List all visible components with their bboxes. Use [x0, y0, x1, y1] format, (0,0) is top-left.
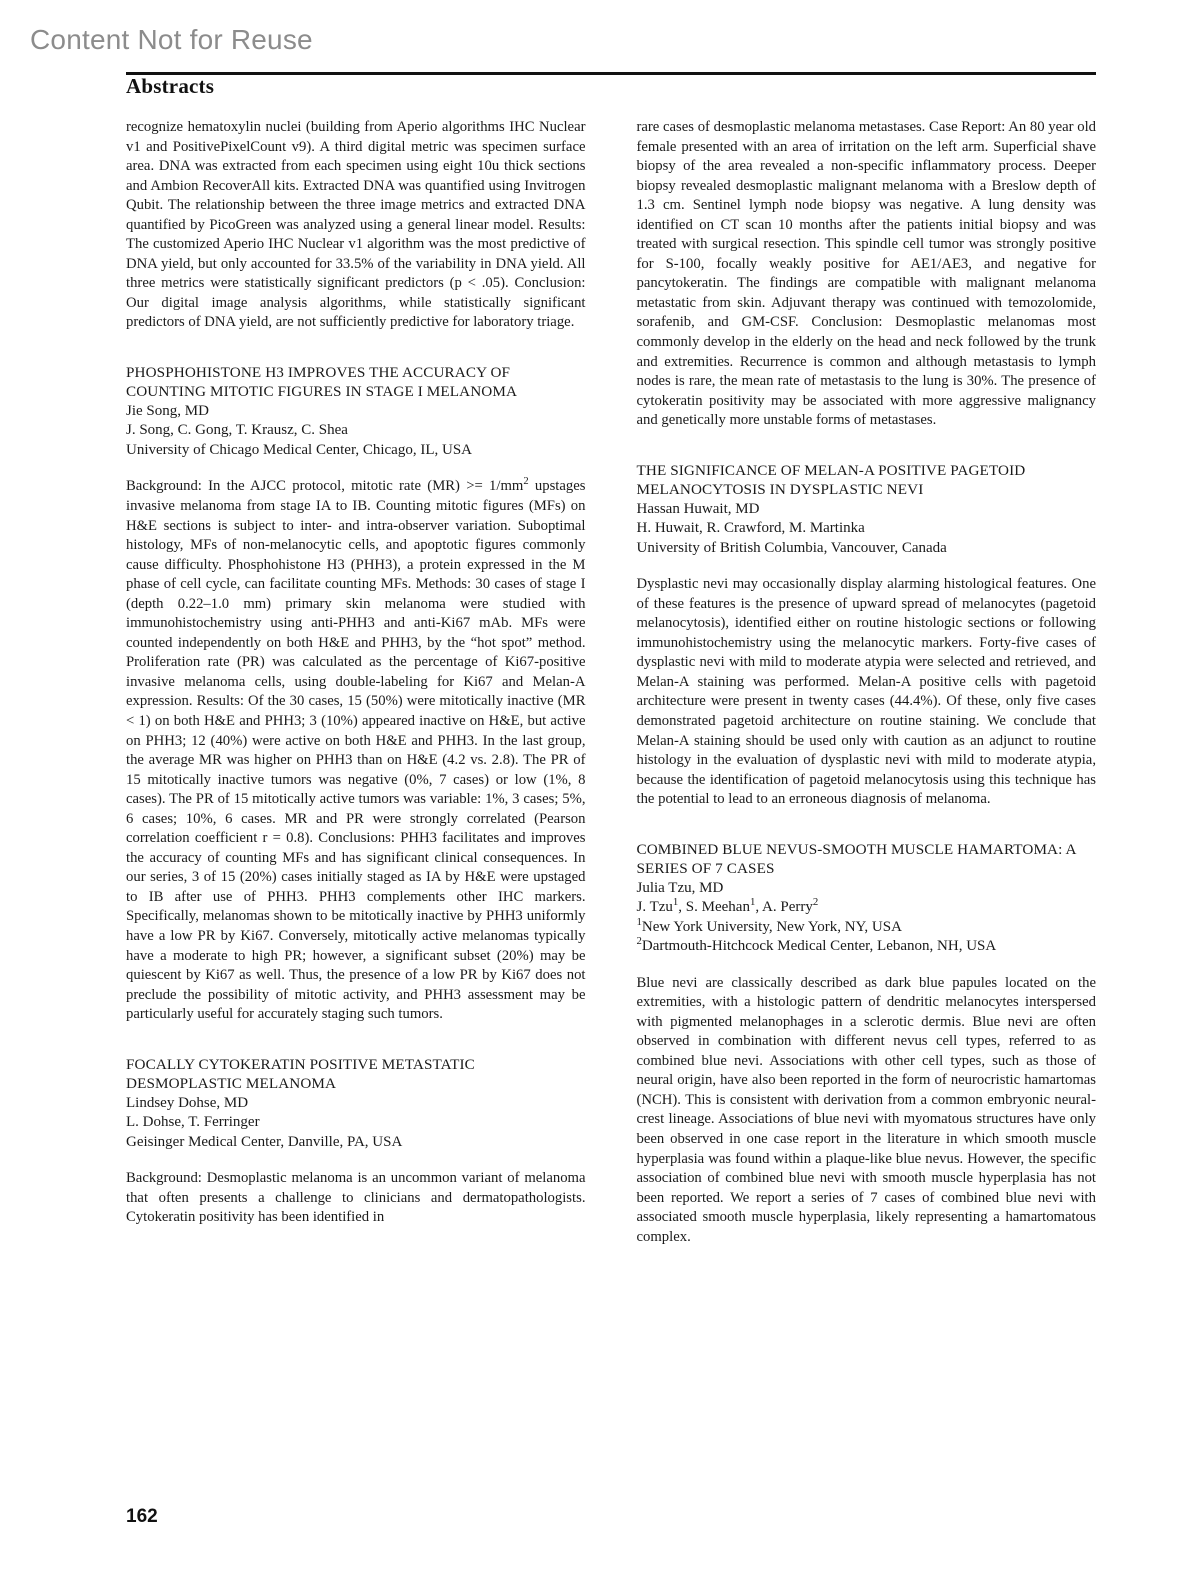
- affiliation-superscript-1: 1: [636, 915, 642, 928]
- abstract-presenter: Julia Tzu, MD: [636, 879, 724, 896]
- abstract-body: Dysplastic nevi may occasionally display alarming histological features. One of these features is the presence of upward spread of melanocytes (pagetoid melanocytosis), identified either on routine histologic sections or following immunohistochemistry using the melanocytic markers. Forty-five cases of dysplastic nevi with mild to moderate atypia were selected and retrieved, and Melan-A staining was performed. Melan-A positive cells with pagetoid architecture were present in twenty cases (44.4%). Of these, only five cases demonstrated pagetoid architecture on routine staining. We conclude that Melan-A staining should be used only with caution as an adjunct to routine histology in the evaluation of dysplastic nevi with mild to moderate atypia, because the identification of pagetoid melanocytosis using this technique has the potential to lead to an erroneous diagnosis of melanoma.: [636, 576, 1096, 808]
- abstract-body: Background: Desmoplastic melanoma is an uncommon variant of melanoma that often presents a challenge to clinicians and dermatopathologists. Cytokeratin positivity has been identified in: [126, 1170, 586, 1226]
- abstract-authors: [637, 898, 1097, 918]
- watermark-text: Content Not for Reuse: [30, 24, 313, 55]
- page-number: 162: [126, 1506, 158, 1527]
- left-column: [126, 118, 586, 1488]
- two-column-body: [126, 118, 1096, 1488]
- header-divider: [126, 72, 1096, 75]
- abstract-authors: H. Huwait, R. Crawford, M. Martinka: [636, 520, 865, 537]
- abstract-affiliation: [636, 915, 1097, 938]
- abstract-title: COMBINED BLUE NEVUS-SMOOTH MUSCLE HAMARTOMA: A SERIES OF 7 CASES: [636, 840, 1076, 878]
- authors-part-3: , A. Perry: [755, 899, 813, 916]
- abstract-entry: [637, 461, 1097, 810]
- abstract-entry: [126, 1055, 586, 1228]
- abstract-title: PHOSPHOHISTONE H3 IMPROVES THE ACCURACY OF COUNTING MITOTIC FIGURES IN STAGE I MELANOMA: [126, 364, 518, 401]
- abstract-title: FOCALLY CYTOKERATIN POSITIVE METASTATIC DESMOPLASTIC MELANOMA: [126, 1055, 475, 1093]
- affiliation-text-1: New York University, New York, NY, USA: [641, 918, 902, 935]
- section-heading: Abstracts: [126, 74, 215, 98]
- abstract-presenter: Hassan Huwait, MD: [636, 500, 760, 517]
- authors-part-2: , S. Meehan: [678, 899, 750, 916]
- abstract-body-superscript: 2: [523, 476, 529, 488]
- authors-part-1: J. Tzu: [636, 899, 673, 916]
- abstract-affiliation: University of Chicago Medical Center, Chicago, IL, USA: [126, 441, 472, 458]
- continued-paragraph: rare cases of desmoplastic melanoma metastases. Case Report: An 80 year old female presented with an area of irritation on the left arm. Superficial shave biopsy of the area revealed a non-specific inflammatory process. Deeper biopsy revealed desmoplastic malignant melanoma with a Breslow depth of 1.3 cm. Sentinel lymph node biopsy was negative. A lung density was identified on CT scan 10 months after the patients initial biopsy and was treated with surgical resection. This spindle cell tumor was strongly positive for S-100, focally weakly positive for AE1/AE3, and negative for pancytokeratin. The findings are compatible with malignant melanoma metastatic from skin. Adjuvant therapy was continued with temozolomide, sorafenib, and GM-CSF. Conclusion: Desmoplastic melanomas most commonly develop in the elderly on the head and neck followed by the trunk and extremities. Recurrence is common and although metastasis to lymph nodes is rare, the mean rate of metastasis to the lung is 30%. The presence of cytokeratin positivity may be associated with more aggressive malignancy and genetically more unstable forms of metastases.: [636, 119, 1096, 429]
- abstract-title: THE SIGNIFICANCE OF MELAN-A POSITIVE PAGETOID MELANOCYTOSIS IN DYSPLASTIC NEVI: [636, 461, 1026, 499]
- abstract-body: [126, 477, 586, 1024]
- abstract-authors: L. Dohse, T. Ferringer: [126, 1114, 260, 1131]
- affiliation-superscript-2: 2: [636, 935, 642, 948]
- abstract-body: Blue nevi are classically described as dark blue papules located on the extremities, with a histologic pattern of dendritic melanocytes interspersed with pigmented melanophages in a sclerotic dermis. Blue nevi are often observed in combination with different nevus cell types, referred to as combined blue nevi. Associations with other cell types, such as those of neural origin, have also been reported in the form of neurocristic hamartomas (NCH). This is consistent with derivation from a common embryonic neural-crest lineage. Associations of blue nevi with myomatous structures have only been observed in one case report in the literature in which smooth muscle hyperplasia was found within a plaque-like blue nevus. However, the specific association of combined blue nevi with smooth muscle hyperplasia has not been reported. We report a series of 7 cases of combined blue nevi with associated smooth muscle hyperplasia, likely representing a hamartomatous complex.: [636, 974, 1096, 1245]
- right-column: [637, 118, 1097, 1488]
- abstract-affiliation: University of British Columbia, Vancouver, Canada: [636, 539, 947, 556]
- abstract-body-pre: Background: In the AJCC protocol, mitotic rate (MR) >= 1/mm: [126, 478, 524, 495]
- abstract-presenter: Lindsey Dohse, MD: [126, 1094, 249, 1111]
- affiliation-text-2: Dartmouth-Hitchcock Medical Center, Lebanon, NH, USA: [641, 938, 997, 955]
- authors-superscript-2: 1: [749, 896, 756, 909]
- continued-paragraph: recognize hematoxylin nuclei (building from Aperio algorithms IHC Nuclear v1 and PositivePixelCount v9). A third digital metric was specimen surface area. DNA was extracted from each specimen using eight 10u thick sections and Ambion RecoverAll kits. Extracted DNA was quantified using Invitrogen Qubit. The relationship between the three image metrics and extracted DNA quantified by PicoGreen was analyzed using a general linear model. Results: The customized Aperio IHC Nuclear v1 algorithm was the most predictive of DNA yield, but only accounted for 33.5% of the variability in DNA yield. All three metrics were statistically significant predictors (p < .05). Conclusion: Our digital image analysis algorithms, while statistically significant predictors of DNA yield, are not sufficiently predictive for laboratory triage.: [126, 119, 586, 331]
- abstract-entry: [126, 363, 586, 1025]
- abstract-authors: J. Song, C. Gong, T. Krausz, C. Shea: [126, 422, 348, 439]
- authors-superscript-3: 2: [812, 896, 819, 909]
- abstract-presenter: Jie Song, MD: [126, 402, 209, 419]
- authors-superscript-1: 1: [672, 896, 679, 909]
- abstract-body-post: upstages invasive melanoma from stage IA to IB. Counting mitotic figures (MFs) on H&E sections is subject to inter- and intra-observer variation. Suboptimal histology, MFs of non-melanocytic cells, and apoptotic figures commonly cause difficulty. Phosphohistone H3 (PHH3), a protein expressed in the M phase of cell cycle, can facilitate counting MFs. Methods: 30 cases of stage I (depth 0.22–1.0 mm) primary skin melanoma were studied with immunohistochemistry using anti-PHH3 and anti-Ki67 mAb. MFs were counted independently on both H&E and PHH3, by the “hot spot” method. Proliferation rate (PR) was calculated as the percentage of Ki67-positive invasive melanoma cells, using double-labeling for Ki67 and Melan-A expression. Results: Of the 30 cases, 15 (50%) were mitotically inactive (MR < 1) on both H&E and PHH3; 3 (10%) appeared inactive on H&E, but active on PHH3; 12 (40%) were active on both H&E and PHH3. In the last group, the average MR was higher on PHH3 than on H&E (4.2 vs. 2.8). The PR of 15 mitotically inactive tumors was negative (0%, 7 cases) or low (1%, 8 cases). The PR of 15 mitotically active tumors was variable: 1%, 3 cases; 5%, 6 cases; 10%, 6 cases. MR and PR were strongly correlated (Pearson correlation coefficient r = 0.8). Conclusions: PHH3 facilitates and improves the accuracy of counting MFs and has significant clinical consequences. In our series, 3 of 15 (20%) cases initially staged as IA by H&E were upstaged to IB after use of PHH3. PHH3 complements other IHC markers. Specifically, melanomas shown to be mitotically inactive by PHH3 uniformly have a low PR by Ki67. Conversely, mitotically active melanomas typically have a moderate to high PR; however, a significant subset (20%) may be quiescent by Ki67 as well. Thus, the presence of a low PR by Ki67 does not preclude the possibility of mitotic activity, and PHH3 assessment may be particularly useful for accurately staging such tumors.: [126, 478, 586, 1023]
- abstract-entry: [637, 840, 1097, 1248]
- abstract-affiliation: [637, 937, 1097, 957]
- abstract-affiliation: Geisinger Medical Center, Danville, PA, USA: [126, 1133, 403, 1150]
